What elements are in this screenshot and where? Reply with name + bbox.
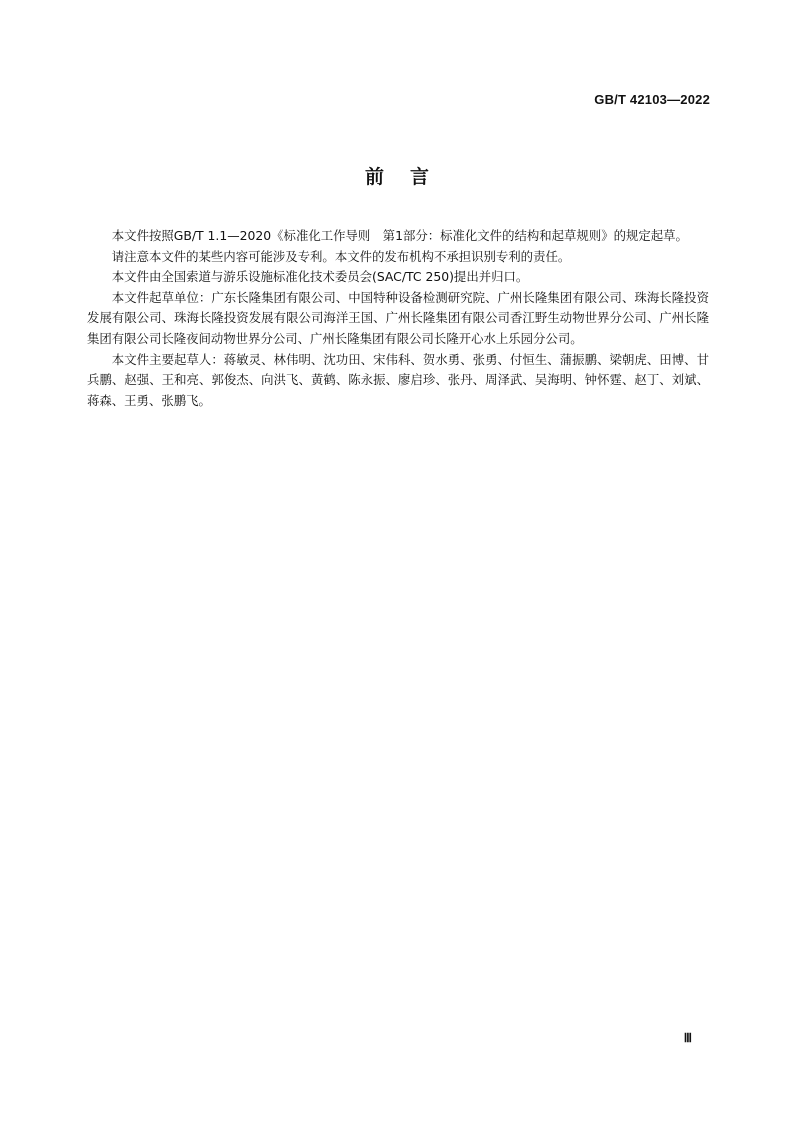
paragraph-patent-notice: 请注意本文件的某些内容可能涉及专利。本文件的发布机构不承担识别专利的责任。	[111, 248, 571, 264]
page-title: 前言	[364, 166, 455, 188]
paragraph-proposer: 本文件由全国索道与游乐设施标准化技术委员会(SAC/TC 250)提出并归口。	[111, 269, 529, 285]
standard-number: GB/T 42103—2022	[594, 92, 710, 107]
paragraph-drafting-units: 本文件起草单位：广东长隆集团有限公司、中国特种设备检测研究院、广州长隆集团有限公司、珠海长隆投资发展有限公司、珠海长隆投资发展有限公司海洋王国、广州长隆集团有限公司香江野生动物世界分公司、广州长隆集团有限公司长隆夜间动物世界分公司、广州长隆集团有限公司长隆开心水上乐园分公司。	[87, 289, 709, 346]
foreword-body	[87, 226, 709, 411]
page-number: Ⅲ	[683, 1031, 692, 1045]
paragraph-drafting-rules: 本文件按照GB/T 1.1—2020《标准化工作导则 第1部分：标准化文件的结构和起草规则》的规定起草。	[111, 228, 688, 243]
paragraph-drafters: 本文件主要起草人：蒋敏灵、林伟明、沈功田、宋伟科、贺水勇、张勇、付恒生、蒲振鹏、梁朝虎、田博、甘兵鹏、赵强、王和亮、郭俊杰、向洪飞、黄鹤、陈永振、廖启珍、张丹、周泽武、吴海明、钟怀霆、赵丁、刘斌、蒋森、王勇、张鹏飞。	[87, 351, 709, 408]
